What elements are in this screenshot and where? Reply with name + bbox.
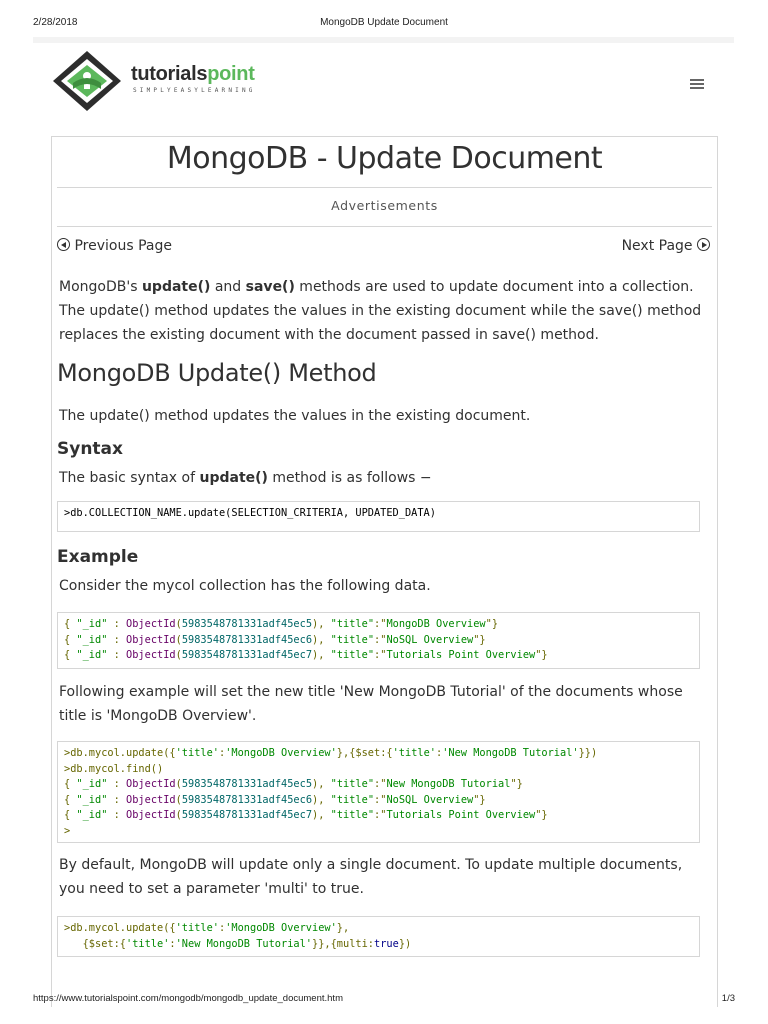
update-example-code-block: >db.mycol.update({'title':'MongoDB Overview'},{$set:{'title':'New MongoDB Tutorial'}}) >db.mycol.find() { "_id" : ObjectId(5983548781331adf45ec5), "title":"New MongoDB Tutorial"} { "_id" : ObjectId(5983548781331adf45ec6), "title":"NoSQL Overview"} { "_id" : ObjectId(5983548781331adf45ec7), "title":"Tutorials Point Overview"} >	[57, 741, 700, 843]
hamburger-menu-icon[interactable]	[690, 79, 704, 89]
print-title: MongoDB Update Document	[320, 17, 448, 28]
print-url: https://www.tutorialspoint.com/mongodb/mongodb_update_document.htm	[33, 993, 343, 1004]
site-logo[interactable]	[51, 49, 281, 111]
circle-arrow-right-icon	[697, 238, 710, 251]
logo-text	[131, 63, 255, 86]
site-header	[33, 43, 734, 127]
next-page-link[interactable]	[622, 238, 710, 254]
previous-page-link[interactable]	[57, 238, 172, 254]
logo-name-part1: tutorials	[131, 63, 208, 85]
advertisements-label: Advertisements	[331, 198, 438, 213]
section-paragraph: The update() method updates the values in the existing document.	[59, 408, 531, 424]
syntax-heading: Syntax	[57, 439, 123, 459]
multi-code-block: >db.mycol.update({'title':'MongoDB Overview'}, {$set:{'title':'New MongoDB Tutorial'}},{multi:true})	[57, 916, 700, 957]
logo-tagline: SIMPLYEASYLEARNING	[133, 87, 256, 94]
logo-name-part2: point	[207, 63, 255, 85]
logo-diamond-icon	[51, 49, 131, 113]
syntax-code-block: >db.COLLECTION_NAME.update(SELECTION_CRITERIA, UPDATED_DATA)	[57, 501, 700, 532]
example2-paragraph: Following example will set the new title 'New MongoDB Tutorial' of the documents whose title is 'MongoDB Overview'.	[59, 684, 683, 724]
main-content	[51, 136, 718, 1007]
divider	[57, 226, 712, 227]
data-code-block: { "_id" : ObjectId(5983548781331adf45ec5), "title":"MongoDB Overview"} { "_id" : ObjectId(5983548781331adf45ec6), "title":"NoSQL Overview"} { "_id" : ObjectId(5983548781331adf45ec7), "title":"Tutorials Point Overview"}	[57, 612, 700, 669]
page-title: MongoDB - Update Document	[166, 141, 603, 176]
example-heading: Example	[57, 547, 139, 567]
multi-paragraph: By default, MongoDB will update only a single document. To update multiple documents, you need to set a parameter 'multi' to true.	[59, 857, 683, 897]
divider	[57, 187, 712, 188]
next-page-label: Next Page	[621, 238, 693, 254]
syntax-paragraph: The basic syntax of update() method is as follows −	[59, 470, 432, 486]
print-date: 2/28/2018	[33, 17, 78, 28]
print-header	[0, 17, 768, 31]
intro-paragraph: MongoDB's update() and save() methods are used to update document into a collection. The update() method updates the values in the existing document while the save() method replaces the existing document with the document passed in save() method.	[59, 279, 702, 343]
section-heading: MongoDB Update() Method	[57, 359, 377, 387]
print-page-number: 1/3	[721, 993, 735, 1004]
previous-page-label: Previous Page	[74, 238, 172, 254]
circle-arrow-left-icon	[57, 238, 70, 251]
example-paragraph: Consider the mycol collection has the following data.	[59, 578, 431, 594]
